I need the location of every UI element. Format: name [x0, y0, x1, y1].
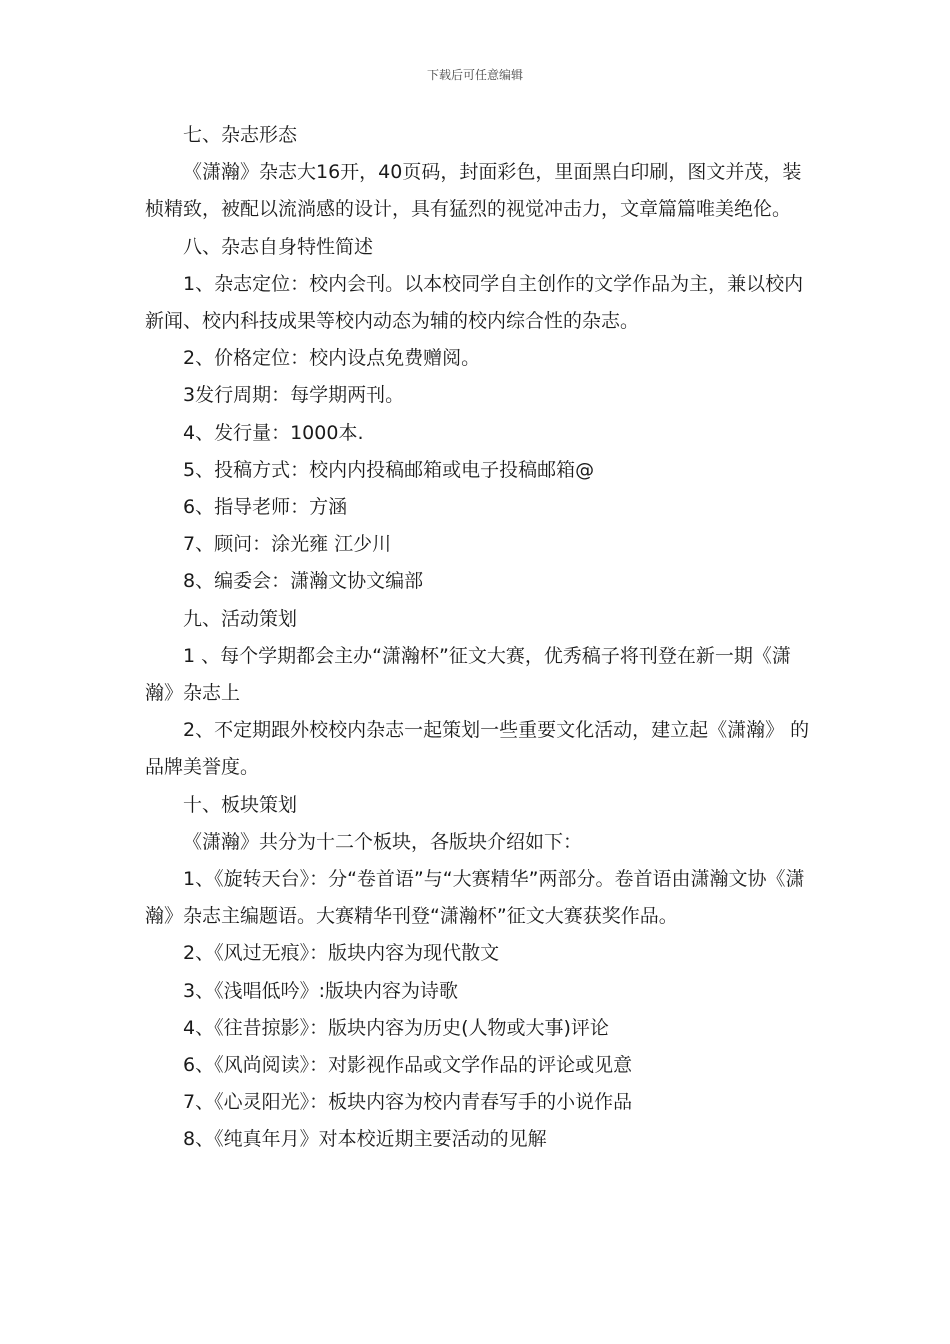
item-section-3: 3、《浅唱低吟》:版块内容为诗歌 [183, 979, 458, 1002]
item-section-8: 8、《纯真年月》对本校近期主要活动的见解 [183, 1128, 547, 1151]
item-section-1: 1、《旋转天台》：分“卷首语”与“大赛精华”两部分。卷首语由潇瀚文协《潇瀚》杂志主编题语。大赛精华刊登“潇瀚杯”征文大赛获奖作品。 [145, 868, 805, 928]
item-positioning: 1、杂志定位：校内会刊。以本校同学自主创作的文学作品为主，兼以校内新闻、校内科技成果等校内动态为辅的校内综合性的杂志。 [145, 272, 804, 333]
heading-magazine-form: 七、杂志形态 [183, 124, 298, 146]
item-advisor: 6、指导老师：方涵 [183, 496, 348, 519]
item-activity-2: 2、不定期跟外校校内杂志一起策划一些重要文化活动，建立起《潇瀚》 的品牌美誉度。 [145, 719, 810, 779]
item-cycle: 3发行周期：每学期两刊。 [183, 384, 405, 407]
item-editorial-board: 8、编委会：潇瀚文协文编部 [183, 570, 424, 593]
paragraph-section-intro: 《潇瀚》共分为十二个板块，各版块介绍如下： [183, 830, 583, 853]
document-body [145, 117, 813, 1159]
item-price: 2、价格定位：校内设点免费赠阅。 [183, 347, 481, 370]
item-section-6: 6、《风尚阅读》：对影视作品或文学作品的评论或见意 [183, 1054, 633, 1077]
page-header: 下载后可任意编辑 [426, 68, 523, 82]
heading-section-plan: 十、板块策划 [183, 793, 298, 816]
heading-magazine-features: 八、杂志自身特性简述 [183, 235, 374, 258]
item-section-7: 7、《心灵阳光》：板块内容为校内青春写手的小说作品 [183, 1091, 633, 1114]
paragraph-magazine-form: 《潇瀚》杂志大16开，40页码，封面彩色，里面黑白印刷，图文并茂，装桢精致，被配以流淌感的设计，具有猛烈的视觉冲击力，文章篇篇唯美绝伦。 [145, 161, 802, 221]
heading-activity-plan: 九、活动策划 [183, 607, 298, 630]
item-section-4: 4、《往昔掠影》：版块内容为历史(人物或大事)评论 [183, 1016, 609, 1039]
item-submission: 5、投稿方式：校内内投稿邮箱或电子投稿邮箱@ [183, 458, 595, 481]
item-activity-1: 1 、每个学期都会主办“潇瀚杯”征文大赛，优秀稿子将刊登在新一期《潇瀚》杂志上 [145, 644, 791, 705]
item-consultant: 7、顾问：涂光雍 江少川 [183, 533, 392, 556]
item-circulation: 4、发行量：1000本. [183, 421, 364, 444]
item-section-2: 2、《风过无痕》：版块内容为现代散文 [183, 942, 500, 965]
